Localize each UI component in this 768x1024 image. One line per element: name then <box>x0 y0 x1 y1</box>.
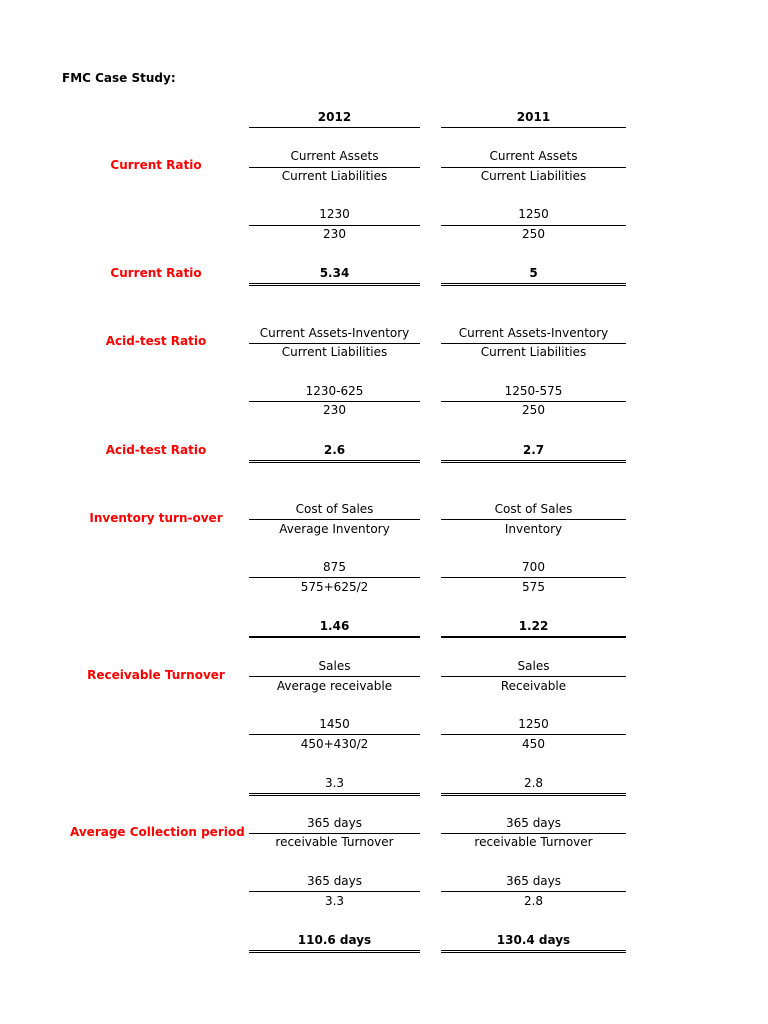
document-title: FMC Case Study: <box>62 71 176 85</box>
fraction-line <box>249 225 420 226</box>
result-underline <box>249 636 420 638</box>
formula-denominator: receivable Turnover <box>474 835 593 849</box>
section-label-average-collection-period: Average Collection period <box>70 825 245 839</box>
formula-numerator: Current Assets <box>290 149 379 163</box>
formula-numerator: Current Assets-Inventory <box>458 326 609 340</box>
formula-denominator: Current Liabilities <box>480 169 587 183</box>
value-denominator: 450 <box>522 737 545 751</box>
formula-denominator: receivable Turnover <box>275 835 394 849</box>
formula-numerator: Sales <box>318 659 351 673</box>
formula-numerator: Current Assets <box>489 149 578 163</box>
fraction-line <box>249 833 420 834</box>
value-denominator: 2.8 <box>523 894 544 908</box>
double-underline <box>249 460 420 463</box>
value-numerator: 1250 <box>518 717 549 731</box>
value-numerator: 875 <box>323 560 346 574</box>
double-underline <box>441 793 626 796</box>
fraction-line <box>441 734 626 735</box>
result-value: 5 <box>529 266 538 280</box>
section-label-inventory-turnover: Inventory turn-over <box>89 511 223 525</box>
formula-numerator: Cost of Sales <box>494 502 573 516</box>
formula-denominator: Receivable <box>500 679 567 693</box>
fraction-line <box>249 401 420 402</box>
value-numerator: 1230-625 <box>305 384 364 398</box>
fraction-line <box>441 519 626 520</box>
value-denominator: 230 <box>323 227 346 241</box>
value-denominator: 250 <box>522 227 545 241</box>
value-numerator: 365 days <box>505 874 562 888</box>
fraction-line <box>249 676 420 677</box>
value-numerator: 700 <box>522 560 545 574</box>
double-underline <box>249 950 420 953</box>
header-rule <box>249 127 420 128</box>
double-underline <box>249 793 420 796</box>
section-label-current-ratio: Current Ratio <box>110 158 202 172</box>
value-denominator: 450+430/2 <box>300 737 369 751</box>
year-header-2012: 2012 <box>317 110 352 124</box>
result-value: 1.22 <box>518 619 549 633</box>
year-header-2011: 2011 <box>516 110 551 124</box>
double-underline <box>249 283 420 286</box>
section-label-receivable-turnover: Receivable Turnover <box>87 668 225 682</box>
fraction-line <box>441 676 626 677</box>
fraction-line <box>441 833 626 834</box>
value-numerator: 1250 <box>518 207 549 221</box>
formula-numerator: Current Assets-Inventory <box>259 326 410 340</box>
formula-numerator: Sales <box>517 659 550 673</box>
double-underline <box>441 950 626 953</box>
section-label-acid-test-ratio: Acid-test Ratio <box>105 334 207 348</box>
value-denominator: 250 <box>522 403 545 417</box>
header-rule <box>441 127 626 128</box>
fraction-line <box>249 734 420 735</box>
value-numerator: 1450 <box>319 717 350 731</box>
result-value: 1.46 <box>319 619 350 633</box>
fraction-line <box>249 519 420 520</box>
fraction-line <box>441 891 626 892</box>
result-value: 3.3 <box>324 776 345 790</box>
double-underline <box>441 283 626 286</box>
result-label-current-ratio: Current Ratio <box>110 266 202 280</box>
fraction-line <box>249 167 420 168</box>
fraction-line <box>441 401 626 402</box>
fraction-line <box>249 343 420 344</box>
value-denominator: 230 <box>323 403 346 417</box>
result-underline <box>441 636 626 638</box>
fraction-line <box>441 577 626 578</box>
formula-denominator: Inventory <box>504 522 563 536</box>
formula-denominator: Current Liabilities <box>281 169 388 183</box>
result-value: 5.34 <box>319 266 350 280</box>
value-denominator: 3.3 <box>324 894 345 908</box>
value-denominator: 575 <box>522 580 545 594</box>
formula-denominator: Average receivable <box>276 679 393 693</box>
formula-numerator: 365 days <box>306 816 363 830</box>
formula-denominator: Current Liabilities <box>480 345 587 359</box>
formula-numerator: 365 days <box>505 816 562 830</box>
result-value: 2.7 <box>522 443 545 457</box>
result-value: 110.6 days <box>297 933 372 947</box>
value-numerator: 1250-575 <box>504 384 563 398</box>
double-underline <box>441 460 626 463</box>
fraction-line <box>441 343 626 344</box>
value-denominator: 575+625/2 <box>300 580 369 594</box>
fraction-line <box>249 577 420 578</box>
value-numerator: 365 days <box>306 874 363 888</box>
fraction-line <box>441 225 626 226</box>
result-label-acid-test-ratio: Acid-test Ratio <box>105 443 207 457</box>
fraction-line <box>249 891 420 892</box>
value-numerator: 1230 <box>319 207 350 221</box>
formula-denominator: Current Liabilities <box>281 345 388 359</box>
fraction-line <box>441 167 626 168</box>
formula-denominator: Average Inventory <box>279 522 390 536</box>
result-value: 2.8 <box>523 776 544 790</box>
result-value: 130.4 days <box>496 933 571 947</box>
result-value: 2.6 <box>323 443 346 457</box>
formula-numerator: Cost of Sales <box>295 502 374 516</box>
